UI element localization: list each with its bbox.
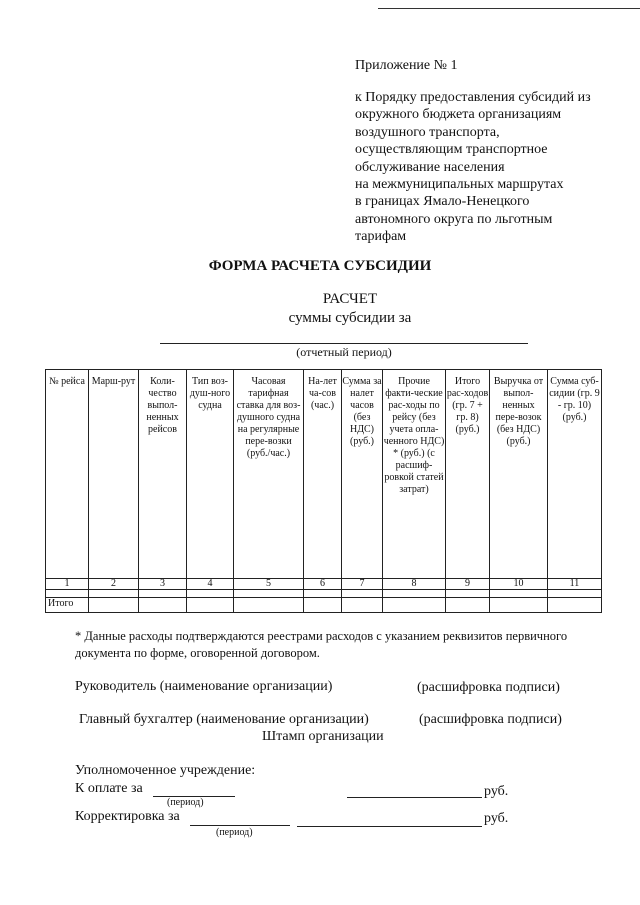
subsidy-table (45, 369, 602, 613)
header-cell: Коли-чество выпол-ненных рейсов (139, 370, 187, 579)
table-row (46, 590, 602, 598)
period-caption: (отчетный период) (296, 345, 392, 359)
table-cell (342, 590, 383, 598)
header-cell: Марш-рут (89, 370, 139, 579)
column-number: 2 (89, 579, 139, 590)
appendix-line: тарифам (355, 229, 407, 245)
appendix-number: Приложение № 1 (355, 58, 458, 73)
top-rule (378, 8, 640, 9)
header-cell: Выручка от выпол-ненных пере-возок (без НДС) (руб.) (490, 370, 548, 579)
appendix-line: в границах Ямало-Ненецкого (355, 194, 530, 210)
table-cell (139, 590, 187, 598)
correction-amount-line (297, 826, 482, 827)
correction-currency: руб. (484, 811, 509, 826)
table-cell (89, 598, 139, 613)
accountant-decode: (расшифровка подписи) (419, 712, 562, 727)
correction-period-line (190, 825, 290, 826)
header-cell: № рейса (46, 370, 89, 579)
column-number-row (46, 579, 602, 590)
column-number: 10 (490, 579, 548, 590)
authority-label: Уполномоченное учреждение: (75, 763, 256, 778)
column-number: 1 (46, 579, 89, 590)
period-line (160, 343, 528, 344)
header-cell: Сумма суб-сидии (гр. 9 - гр. 10) (руб.) (548, 370, 602, 579)
head-label: Руководитель (наименование организации) (75, 679, 333, 694)
column-number: 6 (304, 579, 342, 590)
column-number: 11 (548, 579, 602, 590)
appendix-line: окружного бюджета организациям (355, 107, 562, 123)
table-cell (446, 590, 490, 598)
table-cell (304, 598, 342, 613)
header-cell: Сумма за налет часов (без НДС) (руб.) (342, 370, 383, 579)
table-cell (187, 598, 234, 613)
header-cell: На-лет ча-сов (час.) (304, 370, 342, 579)
table-cell (490, 590, 548, 598)
table-cell (548, 590, 602, 598)
appendix-line: обслуживание населения (355, 159, 505, 175)
table-cell (89, 590, 139, 598)
header-cell: Тип воз-душ-ного судна (187, 370, 234, 579)
appendix-line: к Порядку предоставления субсидий из (355, 90, 591, 105)
form-title: ФОРМА РАСЧЕТА СУБСИДИИ (208, 258, 432, 274)
table-cell (490, 598, 548, 613)
calc-title: РАСЧЕТ (322, 291, 378, 307)
column-number: 3 (139, 579, 187, 590)
correction-label: Корректировка за (75, 809, 180, 824)
column-number: 9 (446, 579, 490, 590)
total-row (46, 598, 602, 613)
table-cell (234, 598, 304, 613)
pay-label: К оплате за (75, 781, 143, 796)
calc-subtitle: суммы субсидии за (288, 310, 412, 326)
table-cell (234, 590, 304, 598)
appendix-line: осуществляющим транспортное (355, 142, 548, 158)
column-number: 7 (342, 579, 383, 590)
appendix-line: автономного округа по льготным (355, 211, 553, 227)
table-cell (342, 598, 383, 613)
table-cell (446, 598, 490, 613)
appendix-line: воздушного транспорта, (355, 124, 500, 140)
column-number: 4 (187, 579, 234, 590)
pay-currency: руб. (484, 784, 509, 799)
total-label: Итого (46, 598, 89, 613)
header-row (46, 370, 602, 579)
stamp-label: Штамп организации (262, 729, 384, 744)
head-decode: (расшифровка подписи) (417, 680, 560, 695)
footnote: * Данные расходы подтверждаются реестрами расходов с указанием реквизитов первичного документа по форме, оговоренной договором. (75, 629, 568, 660)
table-cell (383, 590, 446, 598)
table-cell (187, 590, 234, 598)
table-cell (548, 598, 602, 613)
table-cell (139, 598, 187, 613)
column-number: 8 (383, 579, 446, 590)
table-cell (304, 590, 342, 598)
accountant-label: Главный бухгалтер (наименование организации) (79, 712, 369, 727)
pay-amount-line (347, 797, 482, 798)
appendix-text (355, 89, 635, 246)
correction-period-caption: (период) (216, 827, 253, 838)
pay-period-caption: (период) (167, 797, 204, 808)
header-cell: Прочие факти-ческие рас-ходы по рейсу (без учета опла-ченного НДС) * (руб.) (с расшиф-ровкой статей затрат) (383, 370, 446, 579)
table-cell (46, 590, 89, 598)
column-number: 5 (234, 579, 304, 590)
header-cell: Часовая тарифная ставка для воз-душного судна на регулярные пере-возки (руб./час.) (234, 370, 304, 579)
table-cell (383, 598, 446, 613)
appendix-line: на межмуниципальных маршрутах (355, 177, 564, 193)
header-cell: Итого рас-ходов (гр. 7 + гр. 8) (руб.) (446, 370, 490, 579)
